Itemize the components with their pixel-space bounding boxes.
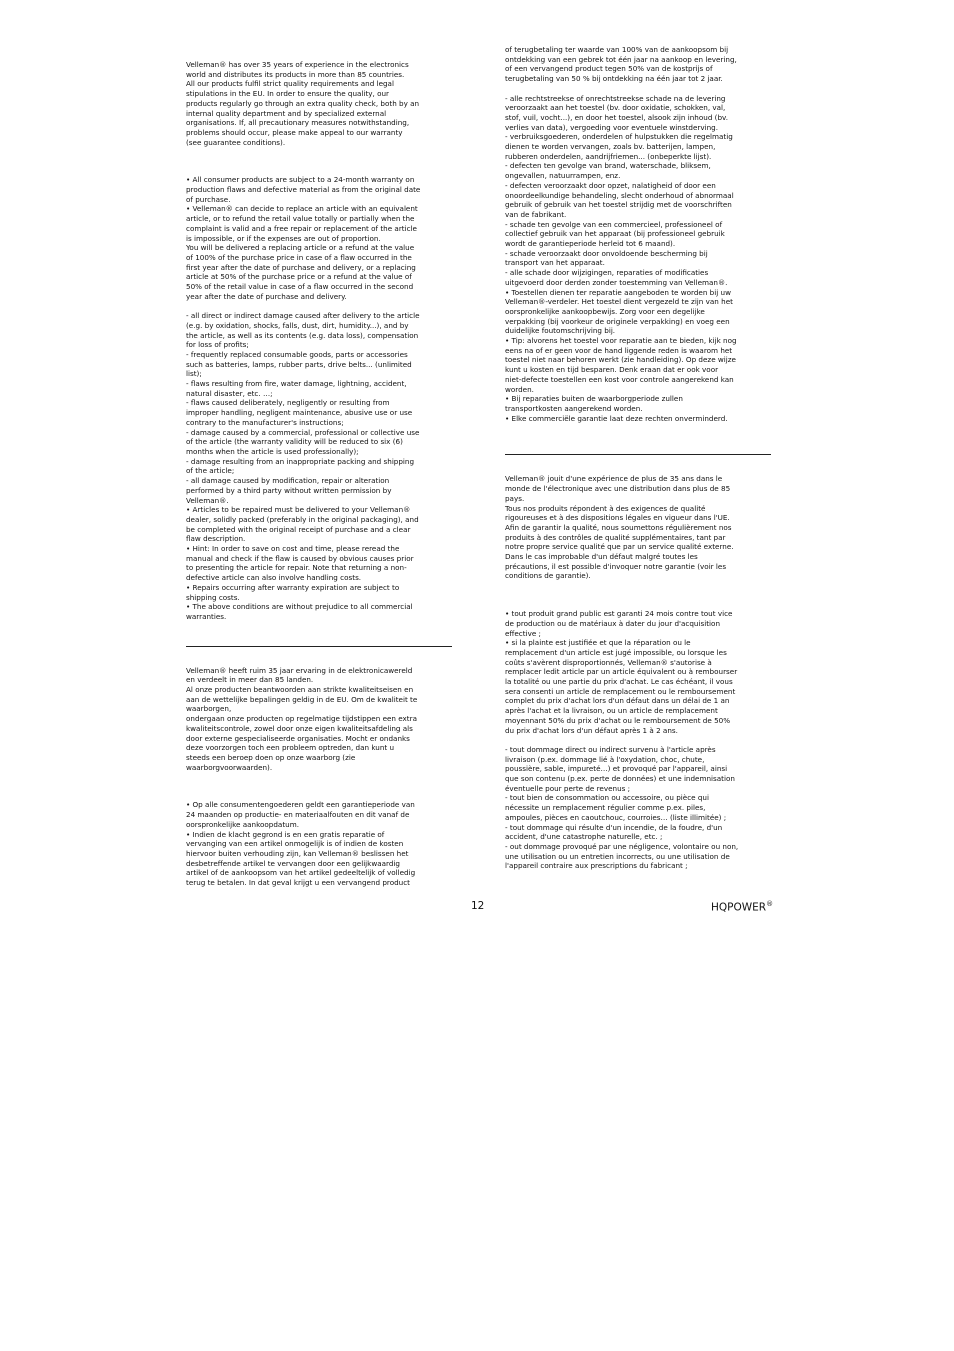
page-number: 12 bbox=[471, 900, 485, 912]
fr-exclusions-paragraph: - tout dommage direct ou indirect survenu à l'article après livraison (p.ex. dommage lié à l'oxydation, choc, chute, poussière, sable, impureté…) et provoqué par l'appareil, ainsi que son contenu (p.ex. perte de données) et une indemnisation éventuelle pour perte de revenus ; - tout bien de consommation ou accessoire, ou pièce qui nécessite un remplacement régulier comme p.ex. piles, ampoules, pièces en caoutchouc, courroies… (liste illimitée) ; - tout dommage qui résulte d'un incendie, de la foudre, d'un accident, d'une catastrophe naturelle, etc. ; - out dommage provoqué par une négligence, volontaire ou non, une utilisation ou un entretien incorrects, ou une utilisation de l'appareil contraire aux prescriptions du fabricant ; bbox=[505, 744, 739, 871]
en-warranty-paragraph: • All consumer products are subject to a 24-month warranty on production flaws and defective material as from the original date of purchase. • Velleman® can decide to replace an article with an equivalent article, or to refund the retail value totally or partially when the complaint is valid and a free repair or replacement of the article is impossible, or if the expenses are out of proportion. You will be delivered a replacing article or a refund at the value of 100% of the purchase price in case of a flaw occurred in the first year after the date of purchase and delivery, or a replacing article at 50% of the purchase price or a refund at the value of 50% of the retail value in case of a flaw occurred in the second year after the date of purchase and delivery. bbox=[186, 175, 421, 301]
nl-intro-paragraph: Velleman® heeft ruim 35 jaar ervaring in de elektronicawereld en verdeelt in meer dan 85 landen. Al onze producten beantwoorden aan strikte kwaliteitseisen en aan de wettelijke bepalingen geldig in de EU. Om de kwaliteit te waarborgen, ondergaan onze producten op regelmatige tijdstippen een extra kwaliteitscontrole, zowel door onze eigen kwaliteitsafdeling als door externe gespecialiseerde organisaties. Mocht er ondanks deze voorzorgen toch een probleem optreden, dan kunt u steeds een beroep doen op onze waarborg (zie waarborgvoorwaarden). bbox=[186, 665, 418, 772]
nl-exclusions-paragraph: - alle rechtstreekse of onrechtstreekse schade na de levering veroorzaakt aan het toestel (bv. door oxidatie, schokken, val, stof, vuil, vocht...), en door het toestel, alsook zijn inhoud (bv. verlies van data), vergoeding voor eventuele winstderving. - verbruiksgoederen, onderdelen of hulpstukken die regelmatig dienen te worden vervangen, zoals bv. batterijen, lampen, rubberen onderdelen, aandrijfriemen... (onbeperkte lijst). - defecten ten gevolge van brand, waterschade, bliksem, ongevallen, natuurrampen, enz. - defecten veroorzaakt door opzet, nalatigheid of door een onoordeelkundige behandeling, slecht onderhoud of abnormaal gebruik of gebruik van het toestel strijdig met de voorschriften van de fabrikant. - schade ten gevolge van een commercieel, professioneel of collectief gebruik van het apparaat (bij professioneel gebruik wordt de garantieperiode herleid tot 6 maand). - schade veroorzaakt door onvoldoende bescherming bij transport van het apparaat. - alle schade door wijzigingen, reparaties of modificaties uitgevoerd door derden zonder toestemming van Velleman®. • Toestellen dienen ter reparatie aangeboden te worden bij uw Velleman®-verdeler. Het toestel dient vergezeld te zijn van het oorspronkelijke aankoopbewijs. Zorg voor een degelijke verpakking (bij voorkeur de originele verpakking) en voeg een duidelijke foutomschrijving bij. • Tip: alvorens het toestel voor reparatie aan te bieden, kijk nog eens na of er geen voor de hand liggende reden is waarom het toestel niet naar behoren werkt (zie handleiding). Op deze wijze kunt u kosten en tijd besparen. Denk eraan dat er ook voor niet-defecte toestellen een kost voor controle aangerekend kan worden. • Bij reparaties buiten de waarborgperiode zullen transportkosten aangerekend worden. • Elke commerciële garantie laat deze rechten onverminderd. bbox=[505, 93, 737, 423]
nl-warranty-continued-paragraph: of terugbetaling ter waarde van 100% van de aankoopsom bij ontdekking van een gebrek tot één jaar na aankoop en levering, of een vervangend product tegen 50% van de kostprijs of terugbetaling van 50 % bij ontdekking na één jaar tot 2 jaar. bbox=[505, 45, 737, 84]
en-intro-paragraph: Velleman® has over 35 years of experience in the electronics world and distributes its products in more than 85 countries. All our products fulfil strict quality requirements and legal stipulations in the EU. In order to ensure the quality, our products regularly go through an extra quality check, both by an internal quality department and by specialized external organisations. If, all precautionary measures notwithstanding, problems should occur, please make appeal to our warranty (see guarantee conditions). bbox=[186, 60, 420, 147]
en-exclusions-paragraph: - all direct or indirect damage caused after delivery to the article (e.g. by oxidation, shocks, falls, dust, dirt, humidity...), and by the article, as well as its contents (e.g. data loss), compensation for loss of profits; - frequently replaced consumable goods, parts or accessories such as batteries, lamps, rubber parts, drive belts... (unlimited list); - flaws resulting from fire, water damage, lightning, accident, natural disaster, etc. …; - flaws caused deliberately, negligently or resulting from improper handling, negligent maintenance, abusive use or use contrary to the manufacturer's instructions; - damage caused by a commercial, professional or collective use of the article (the warranty validity will be reduced to six (6) months when the article is used professionally); - damage resulting from an inappropriate packing and shipping of the article; - all damage caused by modification, repair or alteration performed by a third party without written permission by Velleman®. • Articles to be repaired must be delivered to your Velleman® dealer, solidly packed (preferably in the original packaging), and be completed with the original receipt of purchase and a clear flaw description. • Hint: In order to save on cost and time, please reread the manual and check if the flaw is caused by obvious causes prior to presenting the article for repair. Note that returning a non- defective article can also involve handling costs. • Repairs occurring after warranty expiration are subject to shipping costs. • The above conditions are without prejudice to all commercial warranties. bbox=[186, 311, 420, 621]
nl-warranty-paragraph: • Op alle consumentengoederen geldt een garantieperiode van 24 maanden op productie- en materiaalfouten en dit vanaf de oorspronkelijke aankoopdatum. • Indien de klacht gegrond is en een gratis reparatie of vervanging van een artikel onmogelijk is of indien de kosten hiervoor buiten verhouding zijn, kan Velleman® beslissen het desbetreffende artikel te vervangen door een gelijkwaardig artikel of de aankoopsom van het artikel gedeeltelijk of volledig terug te betalen. In dat geval krijgt u een vervangend product bbox=[186, 800, 416, 888]
brand-name bbox=[711, 900, 773, 914]
right-column bbox=[505, 45, 771, 871]
fr-intro-paragraph: Velleman® jouit d'une expérience de plus de 35 ans dans le monde de l'électronique avec une distribution dans plus de 85 pays. Tous nos produits répondent à des exigences de qualité rigoureuses et à des dispositions légales en vigueur dans l'UE. Afin de garantir la qualité, nous soumettons régulièrement nos produits à des contrôles de qualité supplémentaires, tant par notre propre service qualité que par un service qualité externe. Dans le cas improbable d'un défaut malgré toutes les précautions, il est possible d'invoquer notre garantie (voir les conditions de garantie). bbox=[505, 474, 734, 581]
fr-warranty-paragraph: • tout produit grand public est garanti 24 mois contre tout vice de production ou de matériaux à dater du jour d'acquisition effective ; • si la plainte est justifiée et que la réparation ou le remplacement d'un article est jugé impossible, ou lorsque les coûts s'avèrent disproportionnés, Velleman® s'autorise à remplacer ledit article par un article équivalent ou à rembourser la totalité ou une partie du prix d'achat. Le cas échéant, il vous sera consenti un article de remplacement ou le remboursement complet du prix d'achat lors d'un défaut dans un délai de 1 an après l'achat et la livraison, ou un article de remplacement moyennant 50% du prix d'achat ou le remboursement de 50% du prix d'achat lors d'un défaut après 1 à 2 ans. bbox=[505, 609, 738, 735]
brand-text: HQPOWER bbox=[711, 901, 767, 914]
registered-mark: ® bbox=[766, 900, 774, 908]
left-column bbox=[186, 60, 452, 888]
